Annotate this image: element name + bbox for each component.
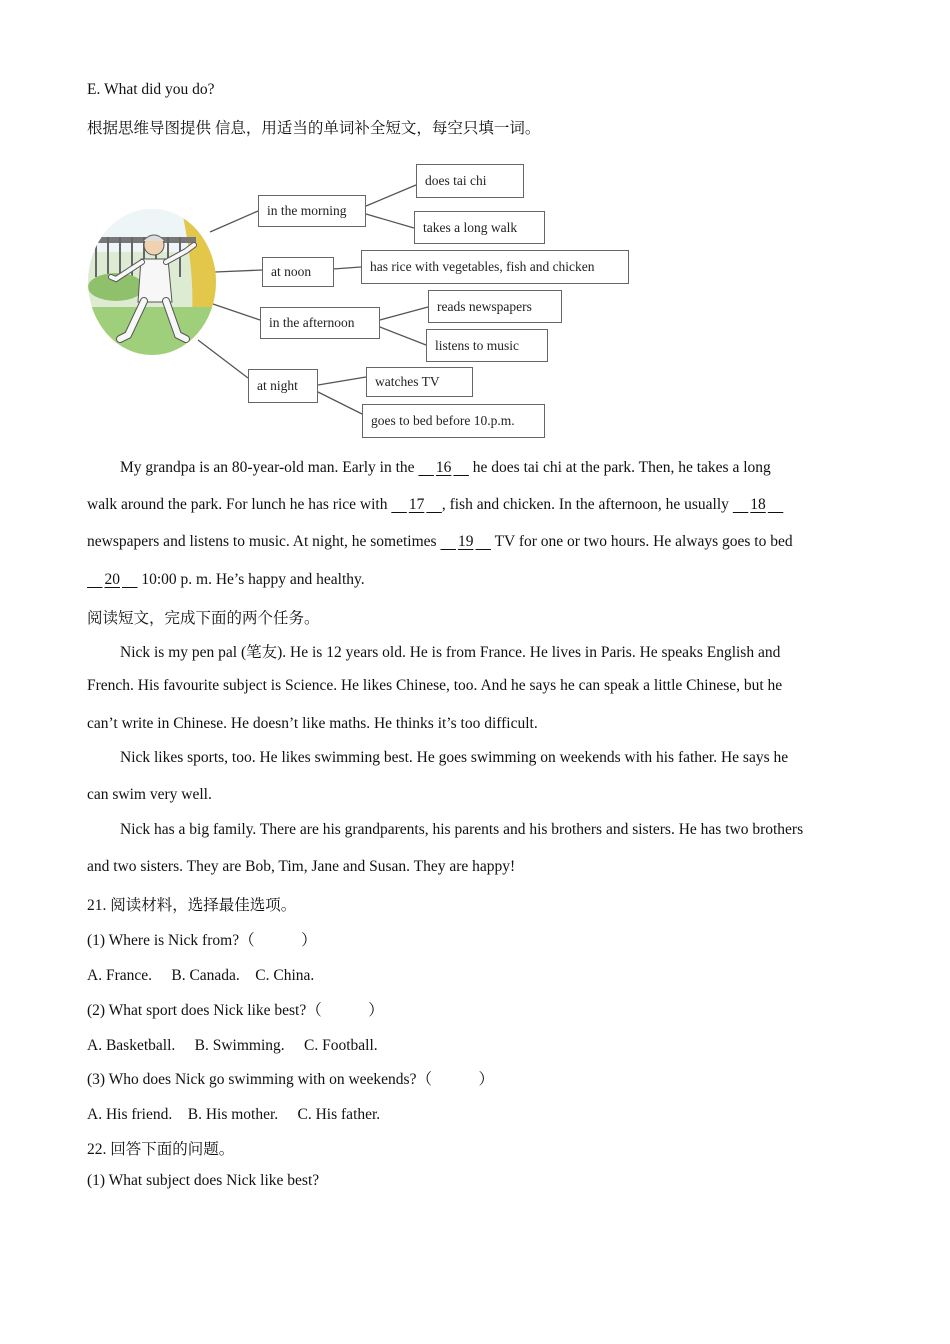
- activity-box: watches TV: [366, 367, 473, 397]
- blank-20[interactable]: 20: [104, 571, 120, 588]
- blank-16[interactable]: 16: [435, 459, 452, 476]
- passage-line: and two sisters. They are Bob, Tim, Jane and Susan. They are happy!: [87, 858, 516, 875]
- cloze-text: he does tai chi at the park. Then, he takes a long: [472, 459, 771, 476]
- activity-box: reads newspapers: [428, 290, 562, 323]
- passage-line: can swim very well.: [87, 786, 212, 803]
- passage-line: French. His favourite subject is Science. He likes Chinese, too. And he says he can speak a little Chinese, but he: [87, 677, 783, 694]
- activity-box: has rice with vegetables, fish and chicken: [361, 250, 629, 284]
- section-instruction: 根据思维导图提供 信息，用适当的单词补全短文，每空只填一词。: [87, 120, 541, 137]
- time-box-morning: in the morning: [258, 195, 366, 227]
- cloze-text: walk around the park. For lunch he has rice with: [87, 496, 388, 513]
- activity-box: takes a long walk: [414, 211, 545, 244]
- activity-box: listens to music: [426, 329, 548, 362]
- section-heading: E. What did you do?: [87, 81, 215, 98]
- passage-line: can’t write in Chinese. He doesn’t like maths. He thinks it’s too difficult.: [87, 715, 538, 732]
- answer-options[interactable]: A. Basketball. B. Swimming. C. Football.: [87, 1037, 378, 1054]
- cloze-text: TV for one or two hours. He always goes to bed: [494, 533, 793, 550]
- time-box-afternoon: in the afternoon: [260, 307, 380, 339]
- activity-box: goes to bed before 10.p.m.: [362, 404, 545, 438]
- grandpa-tai-chi-illustration: [86, 207, 218, 357]
- cloze-line: [87, 533, 877, 551]
- blank-19[interactable]: 19: [457, 533, 474, 550]
- blank-18[interactable]: 18: [750, 496, 766, 513]
- time-box-night: at night: [248, 369, 318, 403]
- question-item: (1) Where is Nick from?（ ）: [87, 932, 317, 949]
- question-title: 22. 回答下面的问题。: [87, 1141, 235, 1158]
- cloze-text: My grandpa is an 80-year-old man. Early in the: [120, 459, 415, 476]
- question-item: (3) Who does Nick go swimming with on weekends?（ ）: [87, 1071, 494, 1088]
- question-item: (2) What sport does Nick like best?（ ）: [87, 1002, 384, 1019]
- cloze-line: [87, 496, 877, 514]
- passage-line: Nick is my pen pal (笔友). He is 12 years old. He is from France. He lives in Paris. He speaks English and: [120, 644, 781, 661]
- question-title: 21. 阅读材料，选择最佳选项。: [87, 897, 297, 914]
- cloze-line: [87, 459, 910, 477]
- cloze-text: newspapers and listens to music. At night, he sometimes: [87, 533, 437, 550]
- cloze-text: 10:00 p. m. He’s happy and healthy.: [141, 571, 365, 588]
- cloze-text: , fish and chicken. In the afternoon, he usually: [441, 496, 729, 513]
- passage-line: Nick likes sports, too. He likes swimming best. He goes swimming on weekends with his father. He says he: [120, 749, 789, 766]
- passage-line: Nick has a big family. There are his grandparents, his parents and his brothers and sisters. He has two brothers: [120, 821, 804, 838]
- cloze-line: [87, 571, 877, 589]
- question-item: (1) What subject does Nick like best?: [87, 1172, 320, 1189]
- answer-options[interactable]: A. France. B. Canada. C. China.: [87, 967, 315, 984]
- activity-box: does tai chi: [416, 164, 524, 198]
- answer-options[interactable]: A. His friend. B. His mother. C. His father.: [87, 1106, 381, 1123]
- blank-17[interactable]: 17: [408, 496, 425, 513]
- time-box-noon: at noon: [262, 257, 334, 287]
- reading-instruction: 阅读短文，完成下面的两个任务。: [87, 610, 320, 627]
